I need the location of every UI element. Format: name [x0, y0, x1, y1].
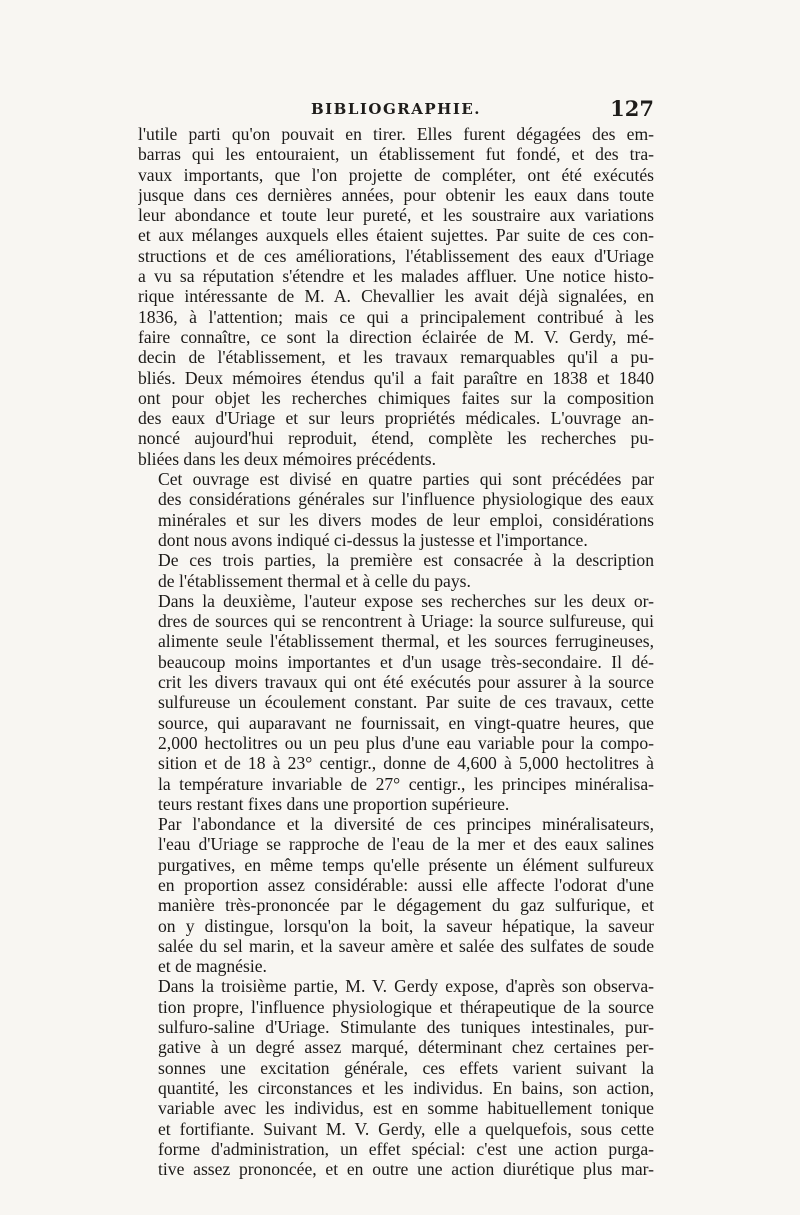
text-line: purgatives, en même temps qu'elle présente un élément sulfureux	[158, 854, 654, 875]
text-line: faire connaître, ce sont la direction éclairée de M. V. Gerdy, mé-	[138, 326, 654, 347]
text-line: on y distingue, lorsqu'on la boit, la saveur hépatique, la saveur	[158, 915, 654, 936]
text-line: gative à un degré assez marqué, déterminant chez certaines per-	[158, 1037, 654, 1058]
text-line: ont pour objet les recherches chimiques faites sur la composition	[138, 387, 654, 408]
text-line: Par l'abondance et la diversité de ces principes minéralisateurs,	[158, 814, 654, 835]
text-line: a vu sa réputation s'étendre et les malades affluer. Une notice histo-	[138, 266, 654, 287]
text-line: tion propre, l'influence physiologique et thérapeutique de la source	[158, 996, 654, 1017]
text-line: 2,000 hectolitres ou un peu plus d'une eau variable pour la compo-	[158, 732, 654, 753]
text-line: dont nous avons indiqué ci-dessus la justesse et l'importance.	[158, 529, 588, 550]
text-line: decin de l'établissement, et les travaux remarquables qu'il a pu-	[138, 347, 654, 368]
text-line: bliés. Deux mémoires étendus qu'il a fait paraître en 1838 et 1840	[138, 367, 654, 388]
text-line: la température invariable de 27° centigr., les principes minéralisa-	[158, 773, 654, 794]
text-line: Dans la troisième partie, M. V. Gerdy expose, d'après son observa-	[158, 976, 654, 997]
text-line: 1836, à l'attention; mais ce qui a principalement contribué à les	[138, 306, 654, 327]
text-line: Cet ouvrage est divisé en quatre parties qui sont précédées par	[158, 469, 654, 490]
paragraph	[138, 976, 654, 1179]
text-line: sonnes une excitation générale, ces effets varient suivant la	[158, 1057, 654, 1078]
text-line: leur abondance et toute leur pureté, et les soustraire aux variations	[138, 205, 654, 226]
text-line: Dans la deuxième, l'auteur expose ses recherches sur les deux or-	[158, 590, 654, 611]
text-line: minérales et sur les divers modes de leur emploi, considérations	[158, 509, 654, 530]
page-number: 127	[610, 96, 654, 121]
text-line: source, qui auparavant ne fournissait, en vingt-quatre heures, que	[158, 712, 654, 733]
running-title: BIBLIOGRAPHIE.	[310, 100, 482, 118]
paragraph	[138, 550, 654, 591]
text-line: vaux importants, que l'on projette de compléter, ont été exécutés	[138, 164, 654, 185]
text-line: bliées dans les deux mémoires précédents.	[138, 448, 437, 469]
paragraph	[138, 591, 654, 814]
text-line: crit les divers travaux qui ont été exécutés pour assurer à la source	[158, 672, 654, 693]
text-line: et fortifiante. Suivant M. V. Gerdy, elle a quelquefois, sous cette	[158, 1118, 654, 1139]
body-text	[138, 124, 654, 1179]
text-line: salée du sel marin, et la saveur amère et salée des sulfates de soude	[158, 935, 654, 956]
text-line: variable avec les individus, est en somme habituellement tonique	[158, 1098, 654, 1119]
text-line: manière très-prononcée par le dégagement du gaz sulfurique, et	[158, 895, 654, 916]
text-line: l'eau d'Uriage se rapproche de l'eau de la mer et des eaux salines	[158, 834, 654, 855]
text-line: De ces trois parties, la première est consacrée à la description	[158, 550, 654, 571]
text-line: tive assez prononcée, et en outre une action diurétique plus mar-	[158, 1159, 654, 1180]
running-head	[138, 96, 654, 124]
paragraph	[138, 814, 654, 976]
text-line: teurs restant fixes dans une proportion supérieure.	[158, 793, 510, 814]
text-line: et de magnésie.	[158, 956, 267, 977]
text-line: en proportion assez considérable: aussi elle affecte l'odorat d'une	[158, 874, 654, 895]
text-line: barras qui les entouraient, un établissement fut fondé, et des tra-	[138, 144, 654, 165]
text-line: des eaux d'Uriage et sur leurs propriétés médicales. L'ouvrage an-	[138, 408, 654, 429]
paragraph	[138, 124, 654, 469]
text-line: structions et de ces améliorations, l'établissement des eaux d'Uriage	[138, 245, 654, 266]
text-line: noncé aujourd'hui reproduit, étend, complète les recherches pu-	[138, 428, 654, 449]
text-line: l'utile parti qu'on pouvait en tirer. Elles furent dégagées des em-	[138, 124, 654, 144]
text-line: dres de sources qui se rencontrent à Uriage: la source sulfureuse, qui	[158, 611, 654, 632]
text-line: sition et de 18 à 23° centigr., donne de 4,600 à 5,000 hectolitres à	[158, 753, 654, 774]
text-line: rique intéressante de M. A. Chevallier les avait déjà signalées, en	[138, 286, 654, 307]
text-line: beaucoup moins importantes et d'un usage très-secondaire. Il dé-	[158, 651, 654, 672]
text-line: alimente seule l'établissement thermal, et les sources ferrugineuses,	[158, 631, 654, 652]
text-line: sulfuro-saline d'Uriage. Stimulante des tuniques intestinales, pur-	[158, 1017, 654, 1038]
text-line: jusque dans ces dernières années, pour obtenir les eaux dans toute	[138, 184, 654, 205]
text-line: quantité, les circonstances et les individus. En bains, son action,	[158, 1077, 654, 1098]
text-line: forme d'administration, un effet spécial: c'est une action purga-	[158, 1138, 654, 1159]
paragraph	[138, 469, 654, 550]
text-line: des considérations générales sur l'influence physiologique des eaux	[158, 489, 654, 510]
text-line: sulfureuse un écoulement constant. Par suite de ces travaux, cette	[158, 692, 654, 713]
text-line: et aux mélanges auxquels elles étaient sujettes. Par suite de ces con-	[138, 225, 654, 246]
text-line: de l'établissement thermal et à celle du pays.	[158, 570, 471, 591]
